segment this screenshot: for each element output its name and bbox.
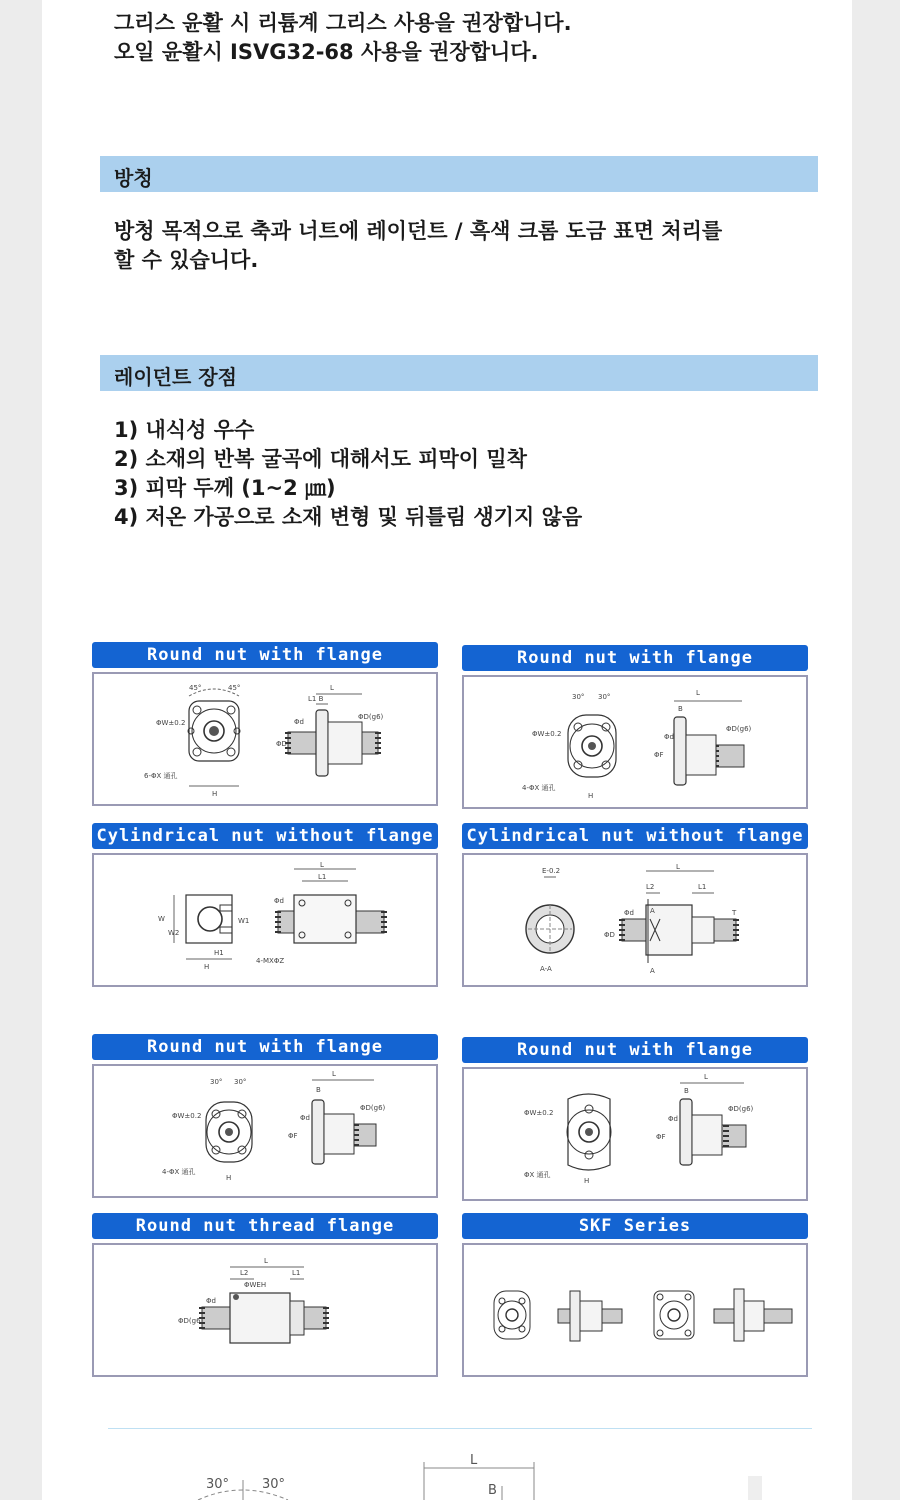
label: B: [316, 1086, 321, 1094]
label: ΦD: [604, 931, 615, 939]
label: H: [226, 1174, 232, 1182]
label: H1: [214, 949, 224, 957]
label: Φd: [300, 1114, 310, 1122]
label: 45°: [228, 684, 241, 692]
label: ΦW±0.2: [532, 730, 562, 738]
label: Φd: [668, 1115, 678, 1123]
drawing-box: [462, 853, 808, 987]
label: L2: [240, 1269, 249, 1277]
label: L: [676, 863, 680, 871]
label: ΦF: [288, 1132, 298, 1140]
label: H: [584, 1177, 590, 1185]
drawing-box: [92, 672, 438, 806]
label: Φd: [664, 733, 674, 741]
label: Φd: [274, 897, 284, 905]
label: ΦW±0.2: [156, 719, 186, 727]
label: H: [212, 790, 218, 798]
label: T: [732, 909, 737, 917]
label: ΦW±0.2: [524, 1109, 554, 1117]
technical-drawing: [464, 855, 806, 985]
label: L1: [318, 873, 327, 881]
label: E-0.2: [542, 867, 561, 875]
label: Φd: [206, 1297, 216, 1305]
label: ΦWEH: [244, 1281, 267, 1289]
label: A: [650, 967, 655, 975]
card-title: Round nut with flange: [92, 1034, 438, 1060]
label: L: [332, 1070, 336, 1078]
section-header-rust: [100, 156, 818, 192]
label: ΦF: [654, 751, 664, 759]
label: Φd: [294, 718, 304, 726]
section-title-raydent: 레이던트 장점: [114, 365, 237, 389]
technical-drawing: [464, 677, 806, 807]
raydent-item-2: 2) 소재의 반복 굴곡에 대해서도 피막이 밀착: [114, 447, 527, 471]
rust-line-1: 방청 목적으로 축과 너트에 레이던트 / 흑색 크롬 도금 표면 처리를: [114, 219, 723, 243]
label: H: [204, 963, 210, 971]
label: B: [488, 1483, 497, 1498]
label: W1: [238, 917, 250, 925]
label: W: [158, 915, 165, 923]
label: L: [470, 1453, 478, 1468]
page: [42, 0, 852, 1500]
label: L1 B: [308, 695, 324, 703]
card-title: Round nut with flange: [462, 1037, 808, 1063]
label: L: [320, 861, 324, 869]
label: ΦD(g6): [728, 1105, 754, 1113]
drawing-box: [462, 675, 808, 809]
technical-drawing: [464, 1069, 806, 1199]
label: L: [704, 1073, 708, 1081]
label: L: [330, 684, 334, 692]
label: L2: [646, 883, 655, 891]
intro-line-2: 오일 윤활시 ISVG32-68 사용을 권장합니다.: [114, 40, 539, 64]
label: 4-MXΦZ: [256, 957, 285, 965]
technical-drawing: [94, 1245, 436, 1375]
raydent-item-3: 3) 피막 두께 (1~2 ㎛): [114, 476, 336, 500]
label: ΦF: [656, 1133, 666, 1141]
technical-drawing: [94, 1066, 436, 1196]
card-title: SKF Series: [462, 1213, 808, 1239]
label: Φd: [624, 909, 634, 917]
label: 45°: [189, 684, 202, 692]
label: 30°: [210, 1078, 223, 1086]
card-title: Round nut thread flange: [92, 1213, 438, 1239]
raydent-item-1: 1) 내식성 우수: [114, 418, 255, 442]
raydent-item-4: 4) 저온 가공으로 소재 변형 및 뒤틀림 생기지 않음: [114, 505, 583, 529]
label: B: [678, 705, 683, 713]
label: 30°: [262, 1477, 286, 1492]
label: 30°: [206, 1477, 230, 1492]
technical-drawing: [94, 674, 436, 804]
label: 30°: [572, 693, 585, 701]
label: ΦD(g6): [358, 713, 384, 721]
label: H: [588, 792, 594, 800]
label: 6-ΦX 通孔: [144, 772, 178, 780]
label: L: [264, 1257, 268, 1265]
section-header-raydent: [100, 355, 818, 391]
card-title: Round nut with flange: [462, 645, 808, 671]
label: L1: [698, 883, 707, 891]
intro-line-1: 그리스 윤활 시 리튬계 그리스 사용을 권장합니다.: [114, 11, 572, 35]
label: L1: [292, 1269, 301, 1277]
label: ΦD: [276, 740, 287, 748]
label: 30°: [598, 693, 611, 701]
drawing-box: [92, 853, 438, 987]
label: ΦD(g6): [178, 1317, 204, 1325]
label: ΦD(g6): [360, 1104, 386, 1112]
label: ΦX 通孔: [524, 1171, 551, 1179]
label: W2: [168, 929, 180, 937]
label: ΦD(g6): [726, 725, 752, 733]
label: 30°: [234, 1078, 247, 1086]
section-title-rust: 방청: [114, 166, 153, 190]
card-title: Cylindrical nut without flange: [462, 823, 808, 849]
label: ΦW±0.2: [172, 1112, 202, 1120]
technical-drawing: [94, 855, 436, 985]
technical-drawing: [464, 1245, 806, 1375]
rust-line-2: 할 수 있습니다.: [114, 248, 259, 272]
drawing-box: [462, 1243, 808, 1377]
drawing-box: [462, 1067, 808, 1201]
label: 4-ΦX 通孔: [522, 784, 556, 792]
label: L: [696, 689, 700, 697]
card-title: Cylindrical nut without flange: [92, 823, 438, 849]
card-title: Round nut with flange: [92, 642, 438, 668]
label: A-A: [540, 965, 552, 973]
label: B: [684, 1087, 689, 1095]
bottom-drawing: [112, 1440, 812, 1500]
drawing-box: [92, 1064, 438, 1198]
drawing-box: [92, 1243, 438, 1377]
divider: [108, 1428, 812, 1429]
label: 4-ΦX 通孔: [162, 1168, 196, 1176]
label: A: [650, 907, 655, 915]
